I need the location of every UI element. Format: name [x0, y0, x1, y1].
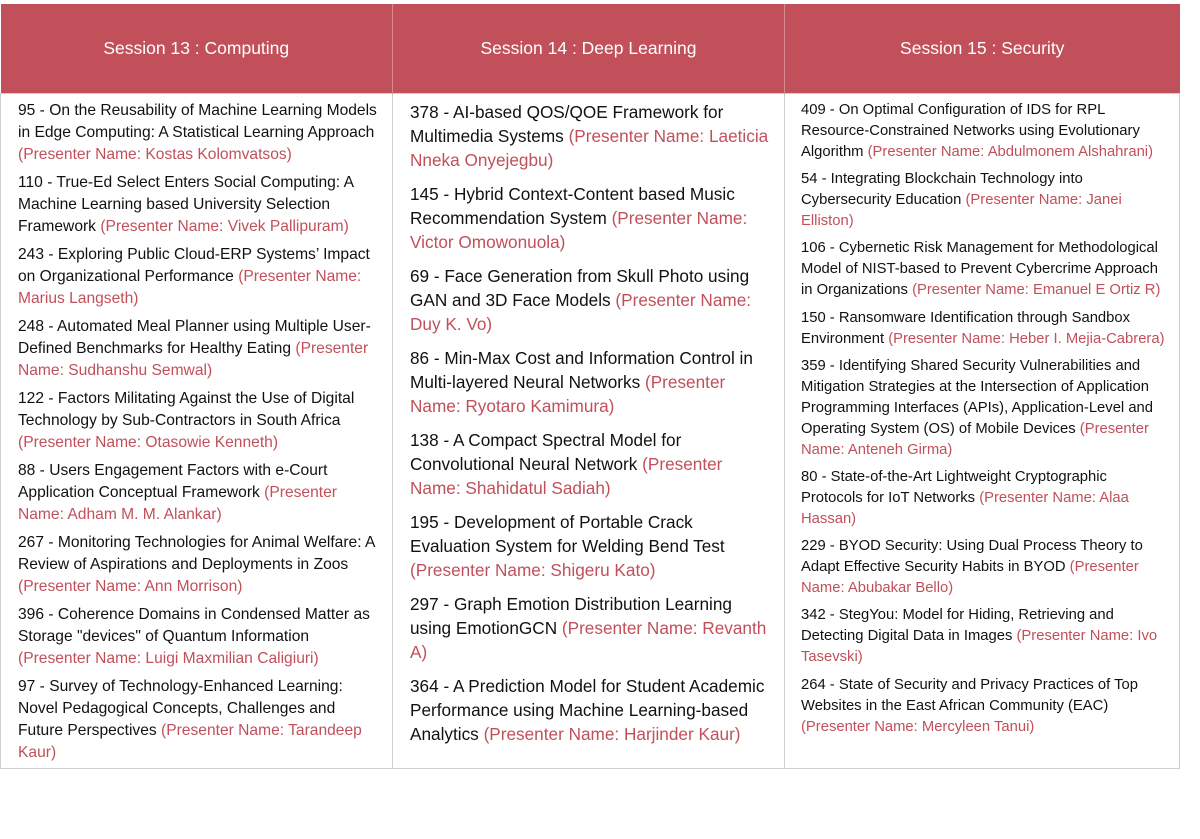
paper-title: 243 - Exploring Public Cloud-ERP Systems’ Impact on Organizational Performance — [18, 246, 370, 285]
paper-entry — [18, 316, 384, 382]
paper-entry — [801, 238, 1171, 301]
presenter-name: (Presenter Name: Vivek Pallipuram) — [100, 218, 349, 235]
paper-title: 86 - Min-Max Cost and Information Control in Multi-layered Neural Networks — [410, 348, 753, 392]
paper-title: 378 - AI-based QOS/QOE Framework for Multimedia Systems — [410, 102, 724, 146]
presenter-name: (Presenter Name: Ivo Tasevski) — [801, 628, 1158, 666]
paper-entry — [18, 604, 384, 670]
presenter-name: (Presenter Name: Heber I. Mejia-Cabrera) — [888, 330, 1165, 347]
session-14-papers — [393, 94, 785, 769]
presenter-name: (Presenter Name: Adham M. M. Alankar) — [18, 484, 337, 523]
sessions-table — [0, 4, 1180, 769]
presenter-name: (Presenter Name: Revanth A) — [410, 618, 767, 662]
paper-title: 106 - Cybernetic Risk Management for Methodological Model of NIST-based to Prevent Cybercrime Approach in Organizations — [801, 240, 1158, 299]
paper-title: 297 - Graph Emotion Distribution Learning using EmotionGCN — [410, 594, 732, 638]
presenter-name: (Presenter Name: Anteneh Girma) — [801, 420, 1149, 458]
paper-entry — [18, 676, 384, 764]
paper-entry — [410, 674, 776, 746]
paper-entry — [410, 428, 776, 500]
presenter-name: (Presenter Name: Victor Omowonuola) — [410, 208, 748, 252]
presenter-name: (Presenter Name: Tarandeep Kaur) — [18, 722, 362, 761]
paper-title: 95 - On the Reusability of Machine Learning Models in Edge Computing: A Statistical Learning Approach — [18, 102, 377, 141]
paper-entry — [18, 460, 384, 526]
header-row — [1, 4, 1180, 94]
paper-title: 88 - Users Engagement Factors with e-Court Application Conceptual Framework — [18, 462, 328, 501]
paper-entry — [410, 346, 776, 418]
paper-entry — [410, 592, 776, 664]
paper-title: 267 - Monitoring Technologies for Animal Welfare: A Review of Aspirations and Deployments in Zoos — [18, 534, 375, 573]
paper-entry — [410, 264, 776, 336]
paper-entry — [801, 100, 1171, 163]
paper-entry — [410, 100, 776, 172]
paper-entry — [410, 182, 776, 254]
presenter-name: (Presenter Name: Emanuel E Ortiz R) — [912, 282, 1161, 299]
paper-title: 97 - Survey of Technology-Enhanced Learning: Novel Pedagogical Concepts, Challenges and Future Perspectives — [18, 678, 343, 739]
paper-title: 80 - State-of-the-Art Lightweight Cryptographic Protocols for IoT Networks — [801, 468, 1107, 506]
session-13-papers — [1, 94, 393, 769]
presenter-name: (Presenter Name: Ryotaro Kamimura) — [410, 372, 726, 416]
paper-title: 359 - Identifying Shared Security Vulnerabilities and Mitigation Strategies at the Intersection of Application Programming Interfaces (APIs), Application-Level and Operating System (OS) of Mobile Devices — [801, 357, 1154, 437]
paper-entry — [801, 605, 1171, 668]
paper-title: 195 - Development of Portable Crack Evaluation System for Welding Bend Test — [410, 512, 725, 556]
presenter-name: (Presenter Name: Shahidatul Sadiah) — [410, 454, 723, 498]
presenter-name: (Presenter Name: Harjinder Kaur) — [483, 724, 741, 744]
presenter-name: (Presenter Name: Abdulmonem Alshahrani) — [867, 144, 1154, 160]
paper-title: 138 - A Compact Spectral Model for Convolutional Neural Network — [410, 430, 682, 474]
presenter-name: (Presenter Name: Luigi Maxmilian Caligiuri) — [18, 650, 319, 667]
paper-entry — [18, 100, 384, 166]
paper-title: 110 - True-Ed Select Enters Social Computing: A Machine Learning based University Selection Framework — [18, 174, 354, 235]
paper-entry — [801, 356, 1171, 461]
paper-title: 342 - StegYou: Model for Hiding, Retrieving and Detecting Digital Data in Images — [801, 607, 1114, 645]
presenter-name: (Presenter Name: Ann Morrison) — [18, 578, 243, 595]
presenter-name: (Presenter Name: Abubakar Bello) — [801, 559, 1139, 597]
paper-title: 150 - Ransomware Identification through Sandbox Environment — [801, 309, 1131, 347]
paper-entry — [410, 510, 776, 582]
presenter-name: (Presenter Name: Sudhanshu Semwal) — [18, 340, 369, 379]
paper-title: 229 - BYOD Security: Using Dual Process Theory to Adapt Effective Security Habits in BYOD — [801, 538, 1143, 576]
presenter-name: (Presenter Name: Janei Elliston) — [801, 192, 1122, 230]
paper-title: 122 - Factors Militating Against the Use of Digital Technology by Sub-Contractors in South Africa — [18, 390, 355, 429]
paper-title: 145 - Hybrid Context-Content based Music Recommendation System — [410, 184, 735, 228]
paper-title: 409 - On Optimal Configuration of IDS for RPL Resource-Constrained Networks using Evolutionary Algorithm — [801, 102, 1140, 160]
presenter-name: (Presenter Name: Kostas Kolomvatsos) — [18, 146, 292, 163]
presenter-name: (Presenter Name: Laeticia Nneka Onyejegbu) — [410, 126, 769, 170]
presenter-name: (Presenter Name: Duy K. Vo) — [410, 290, 752, 334]
session-13-header: Session 13 : Computing — [1, 4, 393, 94]
paper-title: 69 - Face Generation from Skull Photo using GAN and 3D Face Models — [410, 266, 750, 310]
session-14-header: Session 14 : Deep Learning — [393, 4, 785, 94]
paper-title: 396 - Coherence Domains in Condensed Matter as Storage "devices" of Quantum Information — [18, 606, 370, 645]
paper-entry — [801, 536, 1171, 599]
paper-entry — [801, 169, 1171, 232]
session-15-papers — [785, 94, 1180, 769]
paper-entry — [18, 172, 384, 238]
paper-entry — [18, 532, 384, 598]
paper-entry — [18, 244, 384, 310]
presenter-name: (Presenter Name: Marius Langseth) — [18, 268, 362, 307]
session-15-header: Session 15 : Security — [785, 4, 1180, 94]
presenter-name: (Presenter Name: Otasowie Kenneth) — [18, 434, 279, 451]
paper-entry — [801, 675, 1171, 738]
paper-title: 364 - A Prediction Model for Student Academic Performance using Machine Learning-based Analytics — [410, 676, 765, 744]
paper-title: 264 - State of Security and Privacy Practices of Top Websites in the East African Community (EAC) — [801, 676, 1138, 714]
paper-title: 248 - Automated Meal Planner using Multiple User-Defined Benchmarks for Healthy Eating — [18, 318, 371, 357]
presenter-name: (Presenter Name: Alaa Hassan) — [801, 489, 1129, 527]
paper-title: 54 - Integrating Blockchain Technology into Cybersecurity Education — [801, 171, 1083, 209]
paper-entry — [18, 388, 384, 454]
paper-entry — [801, 308, 1171, 350]
papers-row — [1, 94, 1180, 769]
presenter-name: (Presenter Name: Shigeru Kato) — [410, 560, 656, 580]
paper-entry — [801, 467, 1171, 530]
presenter-name: (Presenter Name: Mercyleen Tanui) — [801, 718, 1035, 735]
